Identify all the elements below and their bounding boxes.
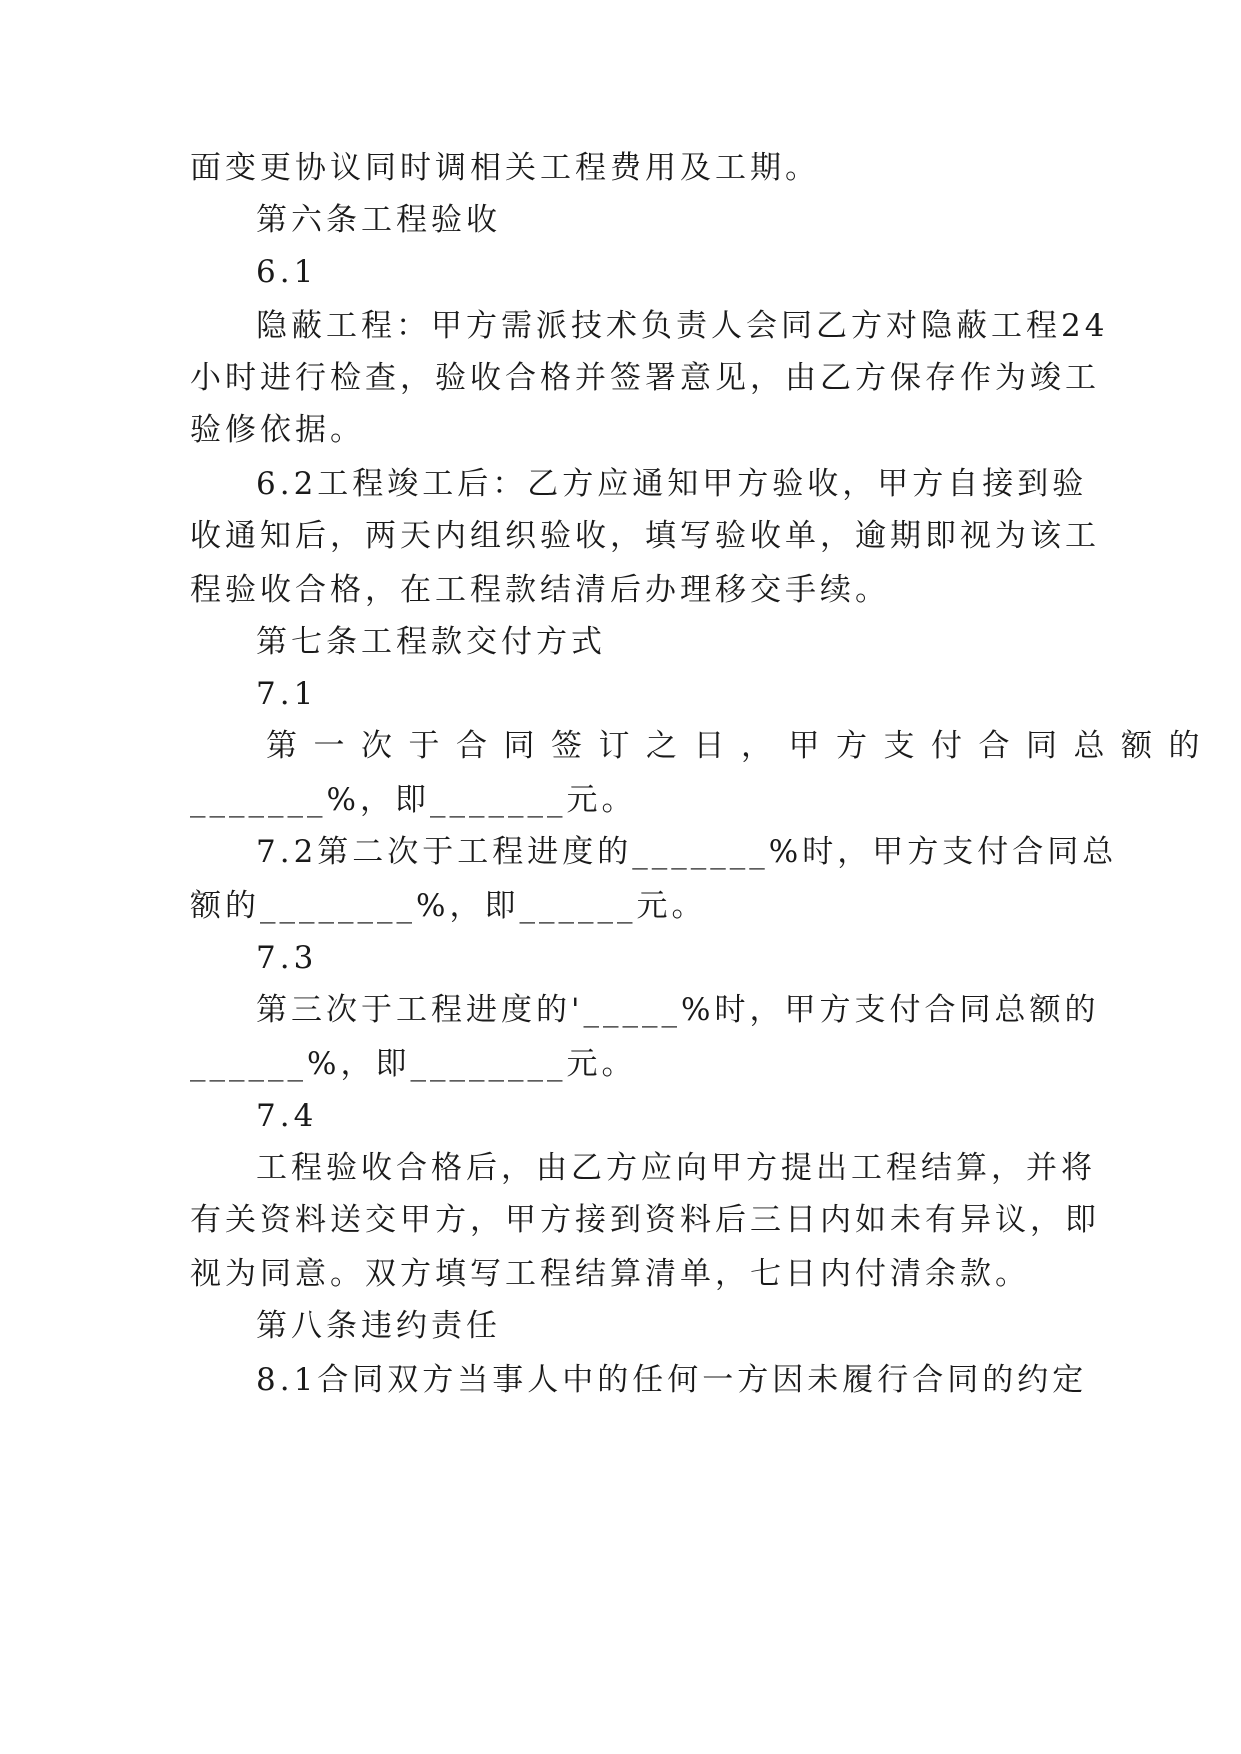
text-line: 验修依据。	[190, 412, 365, 448]
text-line: 隐蔽工程：甲方需派技术负责人会同乙方对隐蔽工程24	[256, 308, 1109, 344]
text-line: 工程验收合格后，由乙方应向甲方提出工程结算，并将	[256, 1150, 1096, 1186]
text-line: 面变更协议同时调相关工程费用及工期。	[190, 150, 820, 186]
clause-number: 7.3	[256, 940, 318, 976]
text-line: 小时进行检查，验收合格并签署意见，由乙方保存作为竣工	[190, 360, 1100, 396]
text-line: 6.2工程竣工后：乙方应通知甲方验收，甲方自接到验	[256, 466, 1088, 502]
text-line: 第三次于工程进度的'_____%时，甲方支付合同总额的	[256, 992, 1100, 1028]
text-line: 额的________%，即______元。	[190, 888, 707, 924]
text-line: 7.2第二次于工程进度的_______%时，甲方支付合同总	[256, 834, 1118, 870]
text-line: 有关资料送交甲方，甲方接到资料后三日内如未有异议，即	[190, 1202, 1100, 1238]
clause-number: 6.1	[256, 254, 318, 290]
text-line: 视为同意。双方填写工程结算清单，七日内付清余款。	[190, 1256, 1030, 1292]
text-line: 收通知后，两天内组织验收，填写验收单，逾期即视为该工	[190, 518, 1100, 554]
section-heading: 第八条违约责任	[256, 1308, 501, 1344]
section-heading: 第六条工程验收	[256, 202, 501, 238]
section-heading: 第七条工程款交付方式	[256, 624, 606, 660]
text-line: 第一次于合同签订之日，甲方支付合同总额的	[266, 728, 1216, 764]
text-line: 程验收合格，在工程款结清后办理移交手续。	[190, 572, 890, 608]
text-line: 8.1合同双方当事人中的任何一方因未履行合同的约定	[256, 1362, 1088, 1398]
text-line: _______%，即_______元。	[190, 782, 637, 818]
clause-number: 7.1	[256, 676, 318, 712]
clause-number: 7.4	[256, 1098, 318, 1134]
text-line: ______%，即________元。	[190, 1046, 637, 1082]
